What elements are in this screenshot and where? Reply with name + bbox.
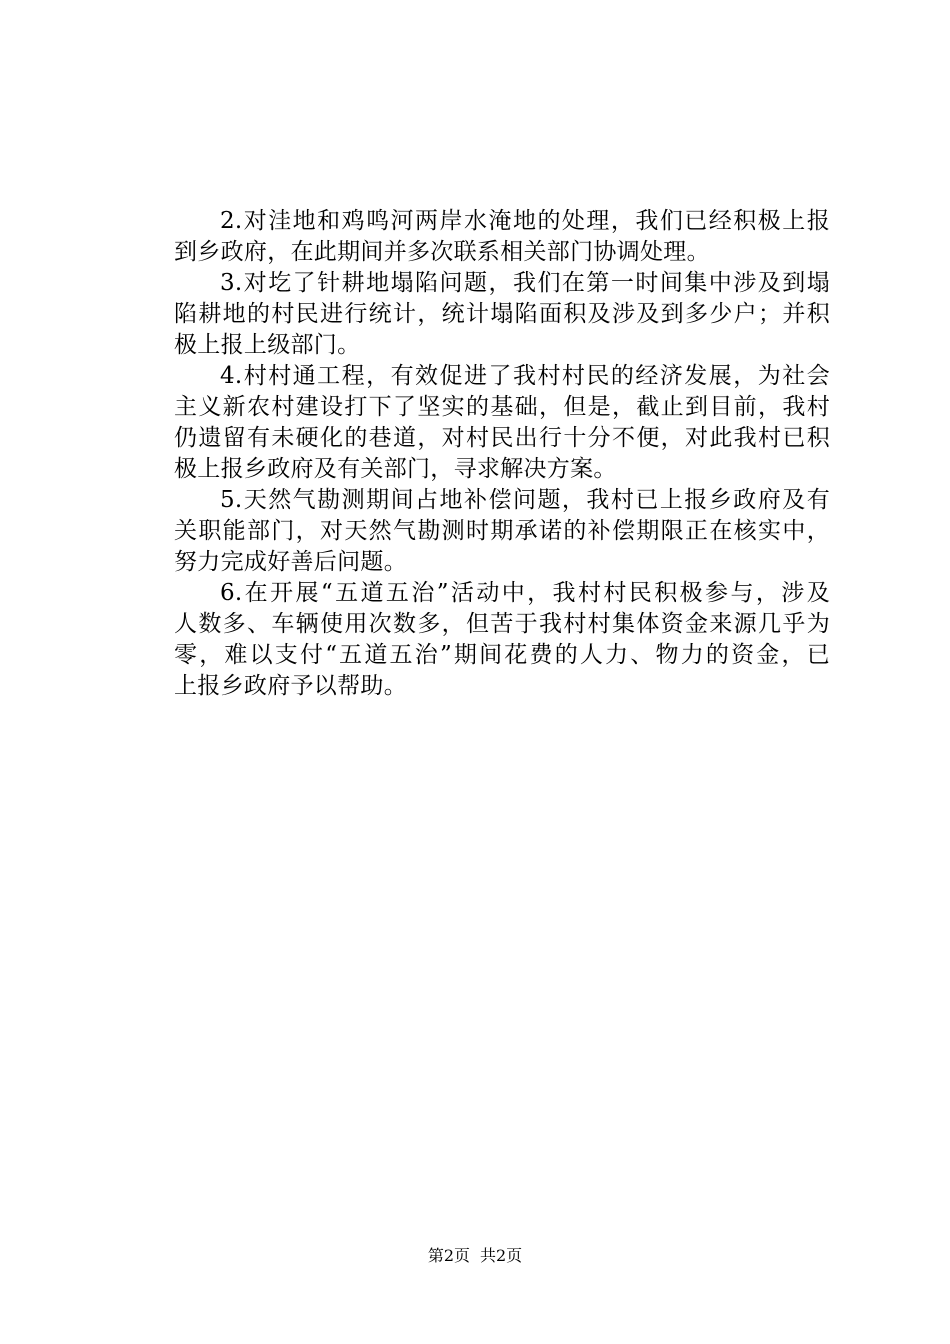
paragraph-4: [128, 361, 830, 485]
document-body: [128, 206, 830, 702]
text-line: 上报乡政府予以帮助。: [174, 673, 407, 699]
text-line: 陷耕地的村民进行统计，统计塌陷面积及涉及到多少户；并积: [174, 301, 830, 327]
text-line: 主义新农村建设打下了坚实的基础，但是，截止到目前，我村: [174, 394, 830, 420]
text-line: 努力完成好善后问题。: [174, 549, 407, 575]
text-line: 2.对洼地和鸡鸣河两岸水淹地的处理，我们已经积极上报: [220, 208, 830, 234]
text-line: 极上报乡政府及有关部门，寻求解决方案。: [174, 456, 617, 482]
page-footer: [0, 1246, 950, 1266]
page-number: 第2页: [427, 1246, 470, 1265]
text-line: 6.在开展“五道五治”活动中，我村村民积极参与，涉及: [220, 580, 830, 606]
page-total: 共2页: [480, 1246, 523, 1265]
paragraph-6: [128, 578, 830, 702]
paragraph-3: [128, 268, 830, 361]
paragraph-2: [128, 206, 830, 268]
paragraph-5: [128, 485, 830, 578]
text-line: 4.村村通工程，有效促进了我村村民的经济发展，为社会: [220, 363, 830, 389]
text-line: 5.天然气勘测期间占地补偿问题，我村已上报乡政府及有: [220, 487, 830, 513]
text-line: 到乡政府，在此期间并多次联系相关部门协调处理。: [174, 239, 710, 265]
text-line: 极上报上级部门。: [174, 332, 361, 358]
text-line: 零，难以支付“五道五治”期间花费的人力、物力的资金，已: [174, 642, 830, 668]
text-line: 人数多、车辆使用次数多，但苦于我村村集体资金来源几乎为: [174, 611, 830, 637]
text-line: 3.对圪了针耕地塌陷问题，我们在第一时间集中涉及到塌: [220, 270, 830, 296]
text-line: 仍遗留有未硬化的巷道，对村民出行十分不便，对此我村已积: [174, 425, 830, 451]
text-line: 关职能部门，对天然气勘测时期承诺的补偿期限正在核实中，: [174, 518, 830, 544]
